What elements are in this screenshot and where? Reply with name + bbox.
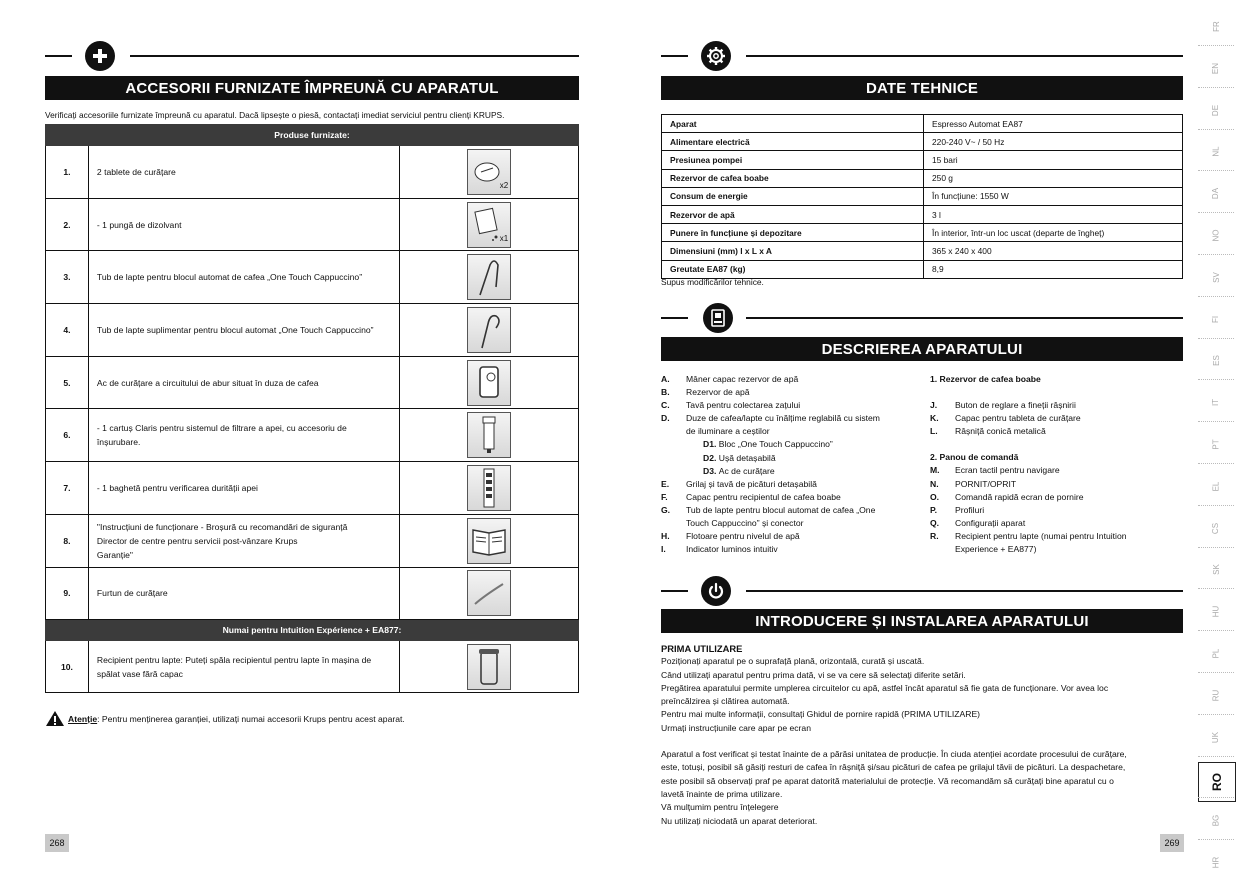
language-label: FI — [1211, 315, 1221, 323]
desc-rule-b — [746, 317, 1183, 319]
item-letter — [661, 517, 686, 530]
tech-key: Rezervor de cafea boabe — [662, 169, 924, 187]
item-letter — [661, 425, 686, 438]
tech-value: 15 bari — [924, 151, 1183, 169]
language-label: UK — [1211, 731, 1221, 743]
language-tab-hu[interactable] — [1196, 607, 1236, 616]
descaler-pouch-icon — [467, 202, 511, 248]
accessories-heading: ACCESORII FURNIZATE ÎMPREUNĂ CU APARATUL — [45, 76, 579, 100]
item-letter: O. — [930, 491, 940, 502]
language-tab-nl[interactable] — [1196, 147, 1236, 156]
language-tab-fr[interactable] — [1196, 22, 1236, 31]
tech-value: 365 x 240 x 400 — [924, 242, 1183, 260]
hose-icon — [467, 570, 511, 616]
language-label: HU — [1211, 605, 1221, 618]
filter-cartridge-icon — [467, 412, 511, 458]
item-text: de iluminare a ceștilor — [686, 426, 770, 437]
list-item — [661, 386, 923, 399]
row-description: - 1 pungă de dizolvant — [88, 198, 399, 251]
text-line: Nu utilizați niciodată un aparat deteriorat. — [661, 815, 818, 826]
list-subitem — [703, 465, 923, 478]
table-row — [46, 514, 579, 567]
page-number-right: 269 — [1160, 834, 1184, 852]
language-separator — [1198, 463, 1234, 464]
tech-row — [662, 205, 1183, 223]
row-picture — [400, 567, 579, 620]
text-line: este, totuși, posibil să găsiți resturi de cafea în râșniță și/sau picături de cafea pe grilajul tăvii de picături. La despachetare, — [661, 762, 1126, 773]
language-tab-bg[interactable] — [1196, 816, 1236, 825]
row-description: Tub de lapte pentru blocul automat de cafea „One Touch Cappuccino” — [88, 251, 399, 304]
language-separator — [1198, 547, 1234, 548]
tech-value: În interior, într-un loc uscat (departe de îngheț) — [924, 224, 1183, 242]
language-label: HR — [1211, 856, 1221, 869]
language-label: NO — [1211, 229, 1221, 242]
language-separator — [1198, 714, 1234, 715]
list-item — [930, 530, 1180, 543]
tech-row — [662, 151, 1183, 169]
tech-heading: DATE TEHNICE — [661, 76, 1183, 100]
language-tab-fi[interactable] — [1196, 315, 1236, 324]
item-letter — [930, 543, 955, 556]
row-picture — [400, 462, 579, 515]
row-number: 6. — [46, 409, 89, 462]
table-row — [46, 409, 579, 462]
language-separator — [1198, 588, 1234, 589]
cleaning-needle-icon — [467, 360, 511, 406]
language-label: CS — [1211, 522, 1221, 534]
row-description: 2 tablete de curățare — [88, 146, 399, 199]
language-tab-da[interactable] — [1196, 189, 1236, 198]
tech-rule-b — [746, 55, 1183, 57]
row-number: 9. — [46, 567, 89, 620]
tech-key: Dimensiuni (mm) l x L x A — [662, 242, 924, 260]
language-separator — [1198, 212, 1234, 213]
language-separator — [1198, 672, 1234, 673]
language-tab-uk[interactable] — [1196, 733, 1236, 742]
language-tab-sk[interactable] — [1196, 565, 1236, 574]
left-plus-icon — [85, 41, 115, 71]
item-letter: M. — [930, 465, 940, 476]
language-separator — [1198, 338, 1234, 339]
item-text: Configurații aparat — [955, 517, 1026, 528]
item-text: Recipient pentru lapte (numai pentru Intuition — [955, 530, 1127, 541]
list-item — [930, 399, 1180, 412]
text-line: Când utilizați aparatul pentru prima dată, vi se va cere să selectați diferite setări. — [661, 669, 966, 680]
list-item — [661, 373, 923, 386]
list-item — [661, 425, 923, 438]
tablet-icon — [467, 149, 511, 195]
item-letter: D. — [661, 413, 670, 424]
item-text: Capac pentru recipientul de cafea boabe — [686, 491, 841, 502]
table-row — [46, 462, 579, 515]
language-tab-no[interactable] — [1196, 231, 1236, 240]
tech-key: Presiunea pompei — [662, 151, 924, 169]
tech-key: Aparat — [662, 115, 924, 133]
row-number: 5. — [46, 356, 89, 409]
language-tab-es[interactable] — [1196, 356, 1236, 365]
item-letter: I. — [661, 544, 666, 555]
tech-table — [661, 114, 1183, 279]
tech-row — [662, 169, 1183, 187]
row-number: 1. — [46, 146, 89, 199]
language-label: RO — [1210, 773, 1224, 792]
row-picture — [400, 251, 579, 304]
language-label: EL — [1211, 481, 1221, 492]
tech-value: 250 g — [924, 169, 1183, 187]
milk-container-icon — [467, 644, 511, 690]
text-line: Pregătirea aparatului permite umplerea circuitelor cu apă, astfel încât aparatul să fie gata de funcționare. Vor avea loc — [661, 682, 1109, 693]
table-row — [46, 304, 579, 357]
language-label: DA — [1211, 188, 1221, 200]
list-item — [930, 478, 1180, 491]
list-item — [930, 412, 1180, 425]
row-picture — [400, 641, 579, 693]
item-text: Râșniță conică metalică — [955, 426, 1046, 437]
text-line: Aparatul a fost verificat și testat înainte de a părăsi unitatea de producție. În ciuda atenției acordate procesului de curățare, — [661, 749, 1127, 760]
item-letter: C. — [661, 400, 670, 411]
intro-heading: INTRODUCERE ȘI INSTALAREA APARATULUI — [661, 609, 1183, 633]
list-item — [930, 504, 1180, 517]
language-tab-ru[interactable] — [1196, 691, 1236, 700]
language-label: SV — [1211, 271, 1221, 283]
item-letter: P. — [930, 504, 938, 515]
tech-row — [662, 224, 1183, 242]
language-separator — [1198, 797, 1234, 798]
language-separator — [1198, 129, 1234, 130]
item-text: Comandă rapidă ecran de pornire — [955, 491, 1084, 502]
item-text: PORNIT/OPRIT — [955, 478, 1017, 489]
list-item — [661, 399, 923, 412]
language-tab-it[interactable] — [1196, 398, 1236, 407]
item-letter: A. — [661, 374, 670, 384]
language-label: IT — [1211, 399, 1221, 407]
language-separator — [1198, 87, 1234, 88]
text-line: este posibil să observați praf pe aparat datorită materialului de protecție. Vă recomandăm să curățați bine aparatul cu o — [661, 775, 1114, 786]
item-letter: F. — [661, 491, 668, 502]
left-header-rule-a — [45, 55, 72, 57]
warning-line — [45, 710, 405, 727]
language-tab-pt[interactable] — [1196, 440, 1236, 449]
row-number: 8. — [46, 514, 89, 567]
item-letter: J. — [930, 400, 938, 411]
accessories-table — [45, 124, 579, 693]
subitem-code: D1. — [703, 439, 717, 450]
list-subitem — [703, 438, 923, 451]
table-row — [46, 198, 579, 251]
item-text: Experience + EA877) — [955, 544, 1037, 555]
subitem-text: Bloc „One Touch Cappuccino” — [716, 439, 833, 450]
row-description: Recipient pentru lapte: Puteți spăla recipientul pentru lapte în mașina de spălat vase fără capac — [88, 641, 399, 693]
list-item — [661, 504, 923, 517]
table-header: Produse furnizate: — [46, 125, 579, 146]
language-label: SK — [1211, 564, 1221, 576]
list-subitem — [703, 452, 923, 465]
language-separator — [1198, 421, 1234, 422]
table-row — [46, 251, 579, 304]
row-number: 7. — [46, 462, 89, 515]
language-label: ES — [1211, 355, 1221, 367]
accessories-intro: Verificați accesoriile furnizate împreună cu aparatul. Dacă lipsește o piesă, contactați imediat serviciul pentru clienți KRUPS. — [45, 110, 505, 120]
row-description: - 1 baghetă pentru verificarea durității apei — [88, 462, 399, 515]
table-header-2: Numai pentru Intuition Expérience + EA877: — [46, 620, 579, 641]
item-text: Rezervor de apă — [686, 387, 750, 398]
table-row — [46, 356, 579, 409]
tech-row — [662, 133, 1183, 151]
list-item — [930, 517, 1180, 530]
row-picture — [400, 409, 579, 462]
intro-rule-b — [746, 590, 1183, 592]
row-picture — [400, 198, 579, 251]
extra-milk-tube-icon — [467, 307, 511, 353]
language-label: FR — [1211, 21, 1221, 32]
table-row — [46, 146, 579, 199]
language-tab-pl[interactable] — [1196, 649, 1236, 658]
list-item — [930, 464, 1180, 477]
subitem-code: D2. — [703, 452, 717, 463]
language-separator — [1198, 756, 1234, 757]
text-line: Poziționați aparatul pe o suprafață plană, orizontală, curată și uscată. — [661, 656, 925, 667]
language-separator — [1198, 839, 1234, 840]
page-number-left: 268 — [45, 834, 69, 852]
machine-icon — [703, 303, 733, 333]
item-text: Tub de lapte pentru blocul automat de cafea „One — [686, 504, 876, 515]
row-description: Tub de lapte suplimentar pentru blocul automat „One Touch Cappuccino” — [88, 304, 399, 357]
language-label: NL — [1211, 146, 1221, 158]
left-header-rule-b — [130, 55, 579, 57]
test-strip-icon — [467, 465, 511, 511]
item-text: Mâner capac rezervor de apă — [686, 374, 799, 384]
description-list-left — [661, 373, 923, 556]
tech-key: Alimentare electrică — [662, 133, 924, 151]
tech-value: Espresso Automat EA87 — [924, 115, 1183, 133]
subitem-text: Ușă detașabilă — [716, 452, 776, 463]
row-picture — [400, 356, 579, 409]
item-text: Buton de reglare a fineții râșnirii — [955, 400, 1076, 411]
first-use-title: PRIMA UTILIZARE — [661, 643, 743, 654]
item-text: Grilaj și tavă de picături detașabilă — [686, 478, 817, 489]
item-text: Flotoare pentru nivelul de apă — [686, 531, 800, 542]
language-separator — [1198, 505, 1234, 506]
language-tab-cs[interactable] — [1196, 524, 1236, 533]
item-text: Indicator luminos intuitiv — [686, 544, 778, 555]
desc-rule-a — [661, 317, 688, 319]
tech-value: 3 l — [924, 205, 1183, 223]
item-letter: H. — [661, 531, 670, 542]
tech-row — [662, 242, 1183, 260]
subitem-code: D3. — [703, 465, 717, 476]
row-picture — [400, 514, 579, 567]
description-list-right — [930, 373, 1180, 556]
row-number: 2. — [46, 198, 89, 251]
tech-value: 220-240 V~ / 50 Hz — [924, 133, 1183, 151]
item-text: Ecran tactil pentru navigare — [955, 465, 1060, 476]
tech-rule-a — [661, 55, 688, 57]
milk-tube-icon — [467, 254, 511, 300]
row-description: - 1 cartuș Claris pentru sistemul de filtrare a apei, cu accesoriu de înșurubare. — [88, 409, 399, 462]
row-description: Ac de curățare a circuitului de abur situat în duza de cafea — [88, 356, 399, 409]
list-item — [661, 412, 923, 425]
power-icon — [701, 576, 731, 606]
item-text: Tavă pentru colectarea zațului — [686, 400, 801, 411]
row-description: Furtun de curățare — [88, 567, 399, 620]
warning-text: : Pentru menținerea garanției, utilizați numai accesorii Krups pentru acest aparat. — [97, 713, 405, 724]
item-letter: E. — [661, 478, 670, 489]
tech-note: Supus modificărilor tehnice. — [661, 277, 764, 287]
list-item — [930, 491, 1180, 504]
row-number: 4. — [46, 304, 89, 357]
item-letter: L. — [930, 426, 938, 437]
tech-row — [662, 115, 1183, 133]
row-number: 10. — [46, 641, 89, 693]
tech-key: Rezervor de apă — [662, 205, 924, 223]
language-label: PT — [1211, 439, 1221, 450]
description-title-1: 1. Rezervor de cafea boabe — [930, 374, 1041, 384]
language-separator — [1198, 254, 1234, 255]
book-icon — [467, 518, 511, 564]
list-item — [930, 543, 1180, 556]
language-separator — [1198, 379, 1234, 380]
row-picture — [400, 304, 579, 357]
row-number: 3. — [46, 251, 89, 304]
item-letter: N. — [930, 478, 939, 489]
description-heading: DESCRIEREA APARATULUI — [661, 337, 1183, 361]
language-tab-el[interactable] — [1196, 482, 1236, 491]
language-label: PL — [1211, 648, 1221, 659]
intro-rule-a — [661, 590, 688, 592]
text-line: Urmați instrucțiunile care apar pe ecran — [661, 722, 811, 733]
tech-key: Consum de energie — [662, 187, 924, 205]
item-text: Duze de cafea/lapte cu înălțime reglabilă cu sistem — [686, 413, 880, 424]
list-item — [661, 478, 923, 491]
tech-value: În funcțiune: 1550 W — [924, 187, 1183, 205]
tech-value: 8,9 — [924, 260, 1183, 278]
list-item — [661, 530, 923, 543]
text-line: Vă mulțumim pentru înțelegere — [661, 802, 779, 813]
list-item — [661, 543, 923, 556]
first-use-section — [661, 642, 1183, 828]
quantity-badge: x2 — [499, 180, 509, 190]
item-text: Touch Cappuccino” și conector — [686, 518, 804, 529]
item-letter: G. — [661, 504, 671, 515]
item-letter: B. — [661, 387, 670, 398]
language-label: DE — [1211, 104, 1221, 116]
tech-key: Punere în funcțiune și depozitare — [662, 224, 924, 242]
table-row — [46, 567, 579, 620]
item-text: Capac pentru tableta de curățare — [955, 413, 1081, 424]
list-item — [661, 491, 923, 504]
language-tab-sv[interactable] — [1196, 273, 1236, 282]
language-label: BG — [1211, 814, 1221, 827]
language-tab-hr[interactable] — [1196, 858, 1236, 867]
description-title-2: 2. Panou de comandă — [930, 452, 1019, 463]
list-item — [661, 517, 923, 530]
item-letter: K. — [930, 413, 939, 424]
text-line: lavetă înainte de prima utilizare. — [661, 788, 783, 799]
text-line: preîncălzirea și clătirea automată. — [661, 696, 790, 707]
language-tab-active[interactable] — [1198, 762, 1236, 802]
language-label: EN — [1211, 62, 1221, 74]
tech-row — [662, 187, 1183, 205]
language-separator — [1198, 170, 1234, 171]
language-separator — [1198, 630, 1234, 631]
item-text: Profiluri — [955, 504, 985, 515]
language-tab-de[interactable] — [1196, 106, 1236, 115]
tech-key: Greutate EA87 (kg) — [662, 260, 924, 278]
warning-label: Atenție — [68, 713, 98, 724]
text-line: Pentru mai multe informații, consultați Ghidul de pornire rapidă (PRIMA UTILIZARE) — [661, 709, 981, 720]
subitem-text: Ac de curățare — [716, 465, 775, 476]
language-separator — [1198, 45, 1234, 46]
warning-icon — [45, 710, 65, 727]
table-row — [46, 641, 579, 693]
language-label: RU — [1211, 689, 1221, 702]
list-item — [930, 425, 1180, 438]
row-description: "Instrucțiuni de funcționare - Broșură cu recomandări de siguranță Director de centre pentru servicii post-vânzare Krups Garanție" — [88, 514, 399, 567]
item-letter: R. — [930, 530, 939, 541]
row-picture — [400, 146, 579, 199]
quantity-badge: x1 — [499, 233, 509, 243]
item-letter: Q. — [930, 517, 940, 528]
gear-icon — [701, 41, 731, 71]
language-separator — [1198, 296, 1234, 297]
language-tab-en[interactable] — [1196, 64, 1236, 73]
